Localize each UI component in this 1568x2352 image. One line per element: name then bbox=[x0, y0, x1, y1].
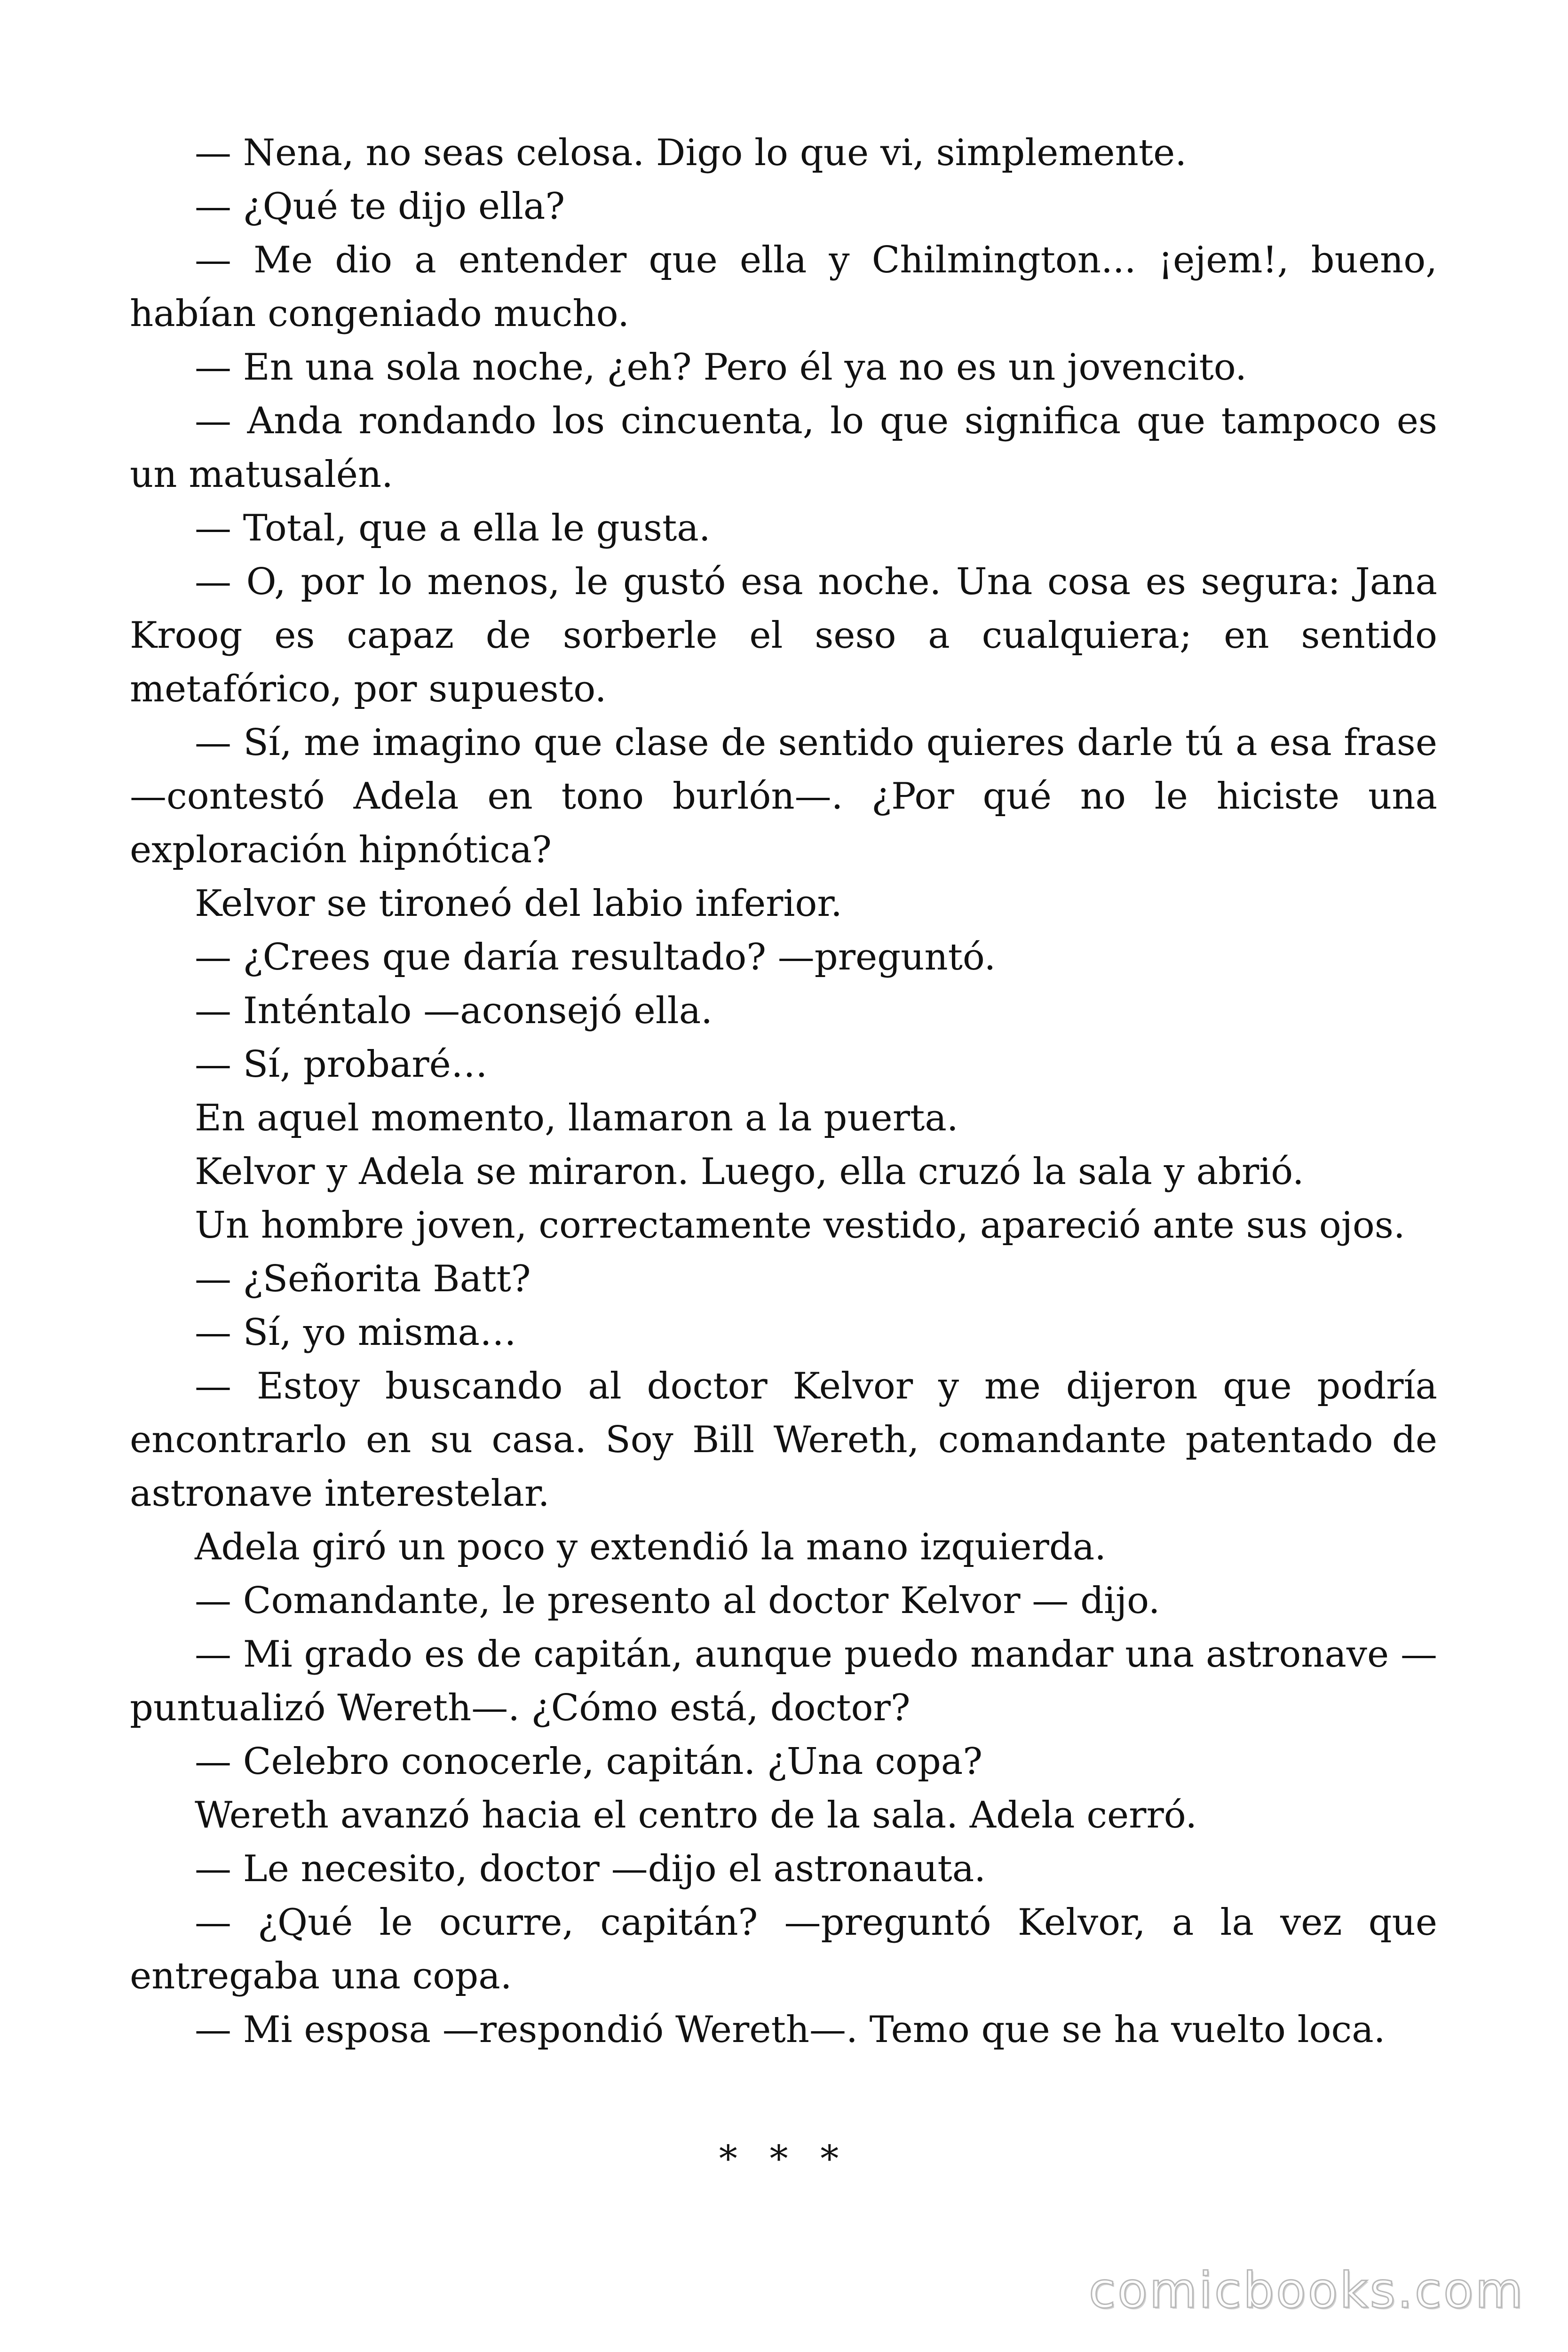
paragraph: — Me dio a entender que ella y Chilmington... ¡ejem!, bueno, habían congeniado mucho. bbox=[130, 239, 1437, 335]
paragraph: — Sí, me imagino que clase de sentido quieres darle tú a esa frase —contestó Adela en tono burlón—. ¿Por qué no le hiciste una exploración hipnótica? bbox=[130, 722, 1437, 871]
paragraph: — En una sola noche, ¿eh? Pero él ya no es un jovencito. bbox=[195, 346, 1247, 389]
paragraph: — Comandante, le presento al doctor Kelvor — dijo. bbox=[195, 1580, 1160, 1622]
paragraph: — Total, que a ella le gusta. bbox=[195, 507, 711, 549]
paragraph: — ¿Qué te dijo ella? bbox=[195, 185, 565, 228]
paragraph: — Mi grado es de capitán, aunque puedo mandar una astronave —puntualizó Wereth—. ¿Cómo está, doctor? bbox=[130, 1633, 1437, 1729]
paragraph: — Inténtalo —aconsejó ella. bbox=[195, 990, 713, 1032]
paragraph: — Sí, probaré… bbox=[195, 1043, 488, 1086]
paragraph: — O, por lo menos, le gustó esa noche. Una cosa es segura: Jana Kroog es capaz de sorberle el seso a cualquiera; en sentido metafórico, por supuesto. bbox=[130, 561, 1437, 710]
paragraph: — ¿Señorita Batt? bbox=[195, 1258, 531, 1300]
page-body bbox=[130, 126, 1437, 2057]
paragraph: En aquel momento, llamaron a la puerta. bbox=[195, 1097, 958, 1139]
paragraph: — Nena, no seas celosa. Digo lo que vi, simplemente. bbox=[195, 132, 1187, 174]
paragraph: — Anda rondando los cincuenta, lo que significa que tampoco es un matusalén. bbox=[130, 400, 1437, 496]
paragraph: Wereth avanzó hacia el centro de la sala. Adela cerró. bbox=[195, 1794, 1197, 1836]
section-separator: * * * bbox=[719, 2138, 849, 2180]
paragraph: — Mi esposa —respondió Wereth—. Temo que se ha vuelto loca. bbox=[195, 2009, 1386, 2051]
watermark-logo: comicbooks.com bbox=[1088, 2262, 1525, 2319]
paragraph: — Le necesito, doctor —dijo el astronauta. bbox=[195, 1848, 986, 1890]
paragraph: — Estoy buscando al doctor Kelvor y me dijeron que podría encontrarlo en su casa. Soy Bill Wereth, comandante patentado de astronave interestelar. bbox=[130, 1365, 1437, 1515]
paragraph: Adela giró un poco y extendió la mano izquierda. bbox=[195, 1526, 1107, 1568]
paragraph: — ¿Qué le ocurre, capitán? —preguntó Kelvor, a la vez que entregaba una copa. bbox=[130, 1901, 1437, 1997]
paragraph: — ¿Crees que daría resultado? —preguntó. bbox=[195, 936, 996, 978]
paragraph: — Celebro conocerle, capitán. ¿Una copa? bbox=[195, 1740, 983, 1783]
paragraph: Un hombre joven, correctamente vestido, apareció ante sus ojos. bbox=[195, 1204, 1405, 1247]
paragraph: Kelvor se tironeó del labio inferior. bbox=[195, 882, 842, 925]
paragraph: Kelvor y Adela se miraron. Luego, ella cruzó la sala y abrió. bbox=[195, 1151, 1304, 1193]
paragraph: — Sí, yo misma… bbox=[195, 1311, 516, 1354]
